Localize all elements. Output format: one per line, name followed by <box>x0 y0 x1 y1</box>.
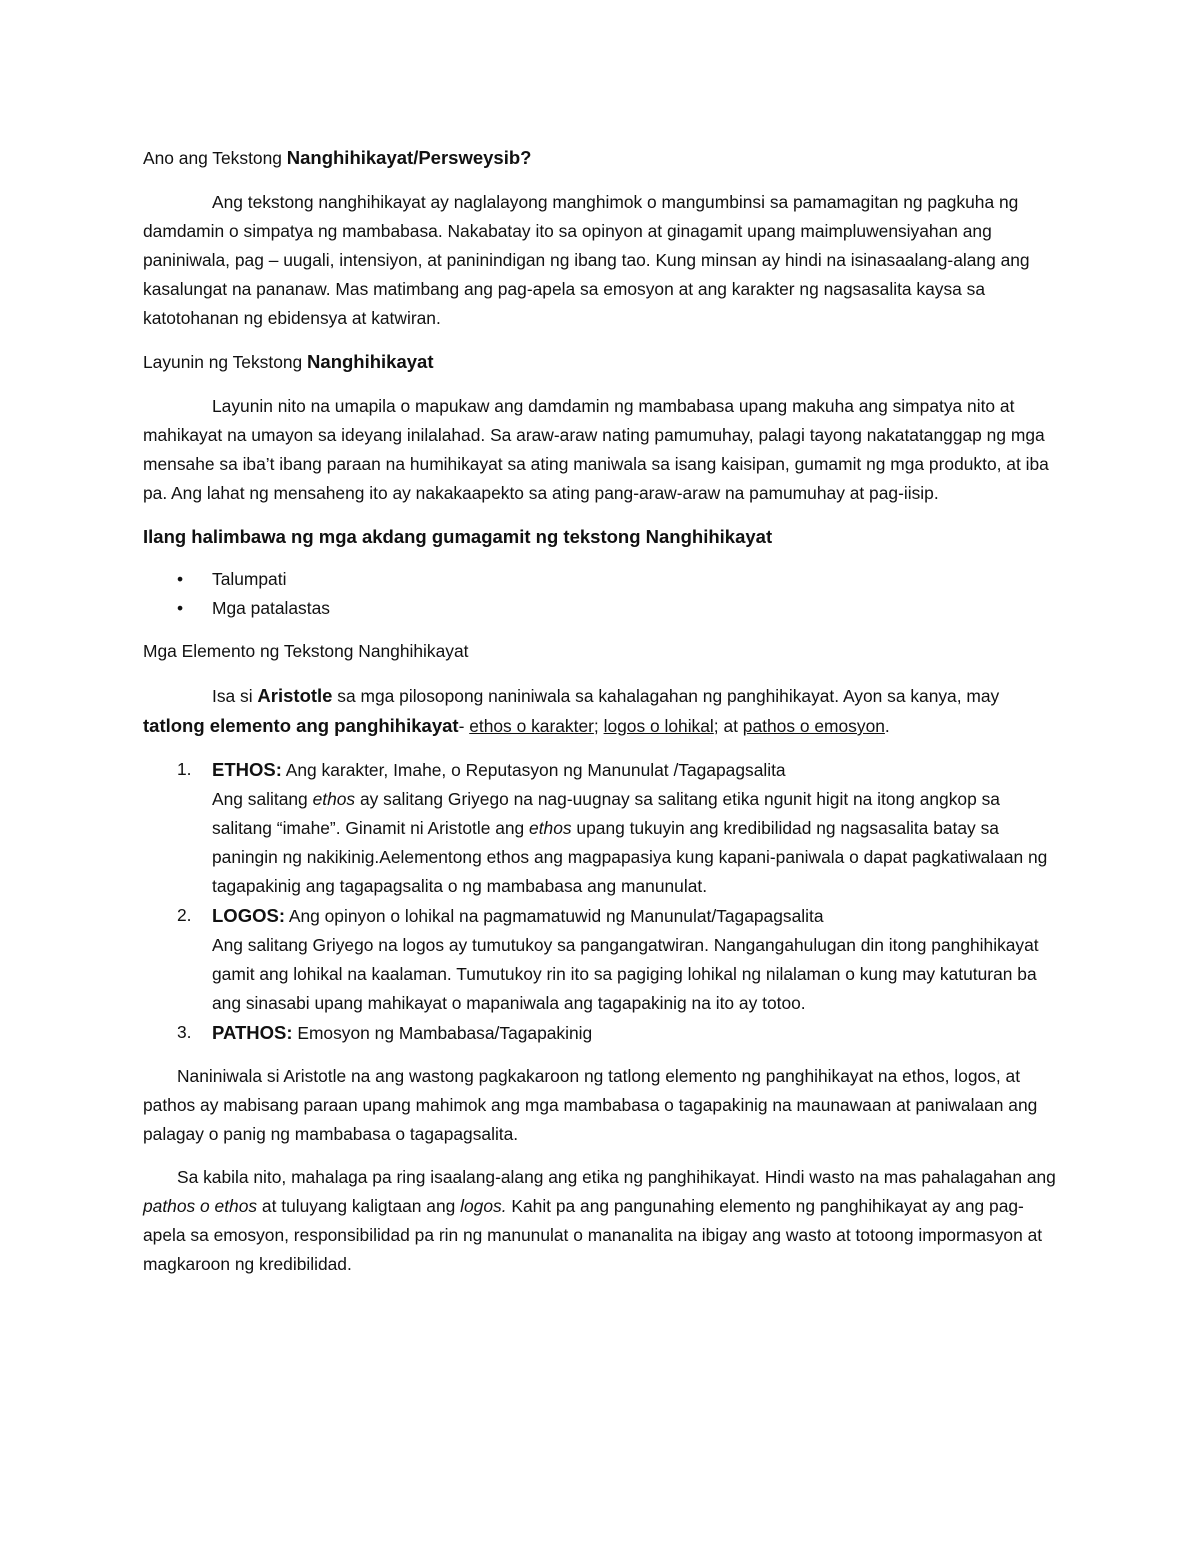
closing-paragraph-1: Naniniwala si Aristotle na ang wastong pagkakaroon ng tatlong elemento ng panghihikayat na ethos, logos, at pathos ay mabisang paraan upang mahimok ang mga mambabasa o tagapakinig na maunawaan at paniwalaan ang palagay o panig ng mambabasa o tagapagsalita. <box>143 1066 1038 1144</box>
title-heading <box>143 143 1061 173</box>
title-bold: Nanghihikayat/Persweysib? <box>286 147 532 168</box>
logos-description: Ang salitang Griyego na logos ay tumutukoy sa pangangatwiran. Nangangahulugan din itong panghihikayat gamit ang lohikal na kaalaman. Tumutukoy rin ito sa pagiging lohikal ng nilalaman o kung may katuturan ba ang sinasabi upang mahikayat o mapaniwala ang tagapakinig na ito ay totoo. <box>212 935 1039 1013</box>
list-item-text: Talumpati <box>212 569 287 589</box>
layunin-bold: Nanghihikayat <box>307 351 434 372</box>
layunin-prefix: Layunin ng Tekstong <box>143 352 308 372</box>
logos-title <box>212 901 1061 931</box>
element-subtitle: Ang opinyon o lohikal na pagmamatuwid ng Manunulat/Tagapagsalita <box>284 906 824 926</box>
list-item-logos <box>143 901 1061 1018</box>
sentence-end: . <box>884 716 890 736</box>
ethos-desc-2: ay salitang Griyego na nag-uugnay sa salitang etika ngunit higit na itong angkop sa salitang “imahe”. Ginamit ni Aristotle ang <box>212 789 1000 838</box>
closing-italic-a: pathos o ethos <box>143 1196 258 1216</box>
aristotle-text-1: Isa si <box>212 686 258 706</box>
closing-text-a: Sa kabila nito, mahalaga pa ring isaalang-alang ang etika ng panghihikayat. Hindi wasto na mas pahalagahan ang <box>177 1167 1056 1187</box>
element-colon: : <box>275 759 282 780</box>
examples-list <box>143 565 1061 623</box>
element-name: LOGOS <box>212 905 279 926</box>
aristotle-name: Aristotle <box>257 685 333 706</box>
aristotle-paragraph <box>143 681 1061 741</box>
list-number: 3. <box>177 1022 192 1042</box>
ethos-title <box>212 755 1061 785</box>
layunin-paragraph: Layunin nito na umapila o mapukaw ang damdamin ng mambabasa upang makuha ang simpatya nito at mahikayat na umayon sa ideyang inilalahad. Sa araw-araw nating pamumuhay, palagi tayong nakatatanggap ng mga mensahe sa iba’t ibang paraan na humihikayat sa ating maniwala sa isang kaisipan, gumamit ng mga produkto, at iba pa. Ang lahat ng mensaheng ito ay nakakaapekto sa ating pang-araw-araw na pamumuhay at pag-iisip. <box>143 396 1049 503</box>
list-item-text: Mga patalastas <box>212 598 330 618</box>
logos-term: logos o lohikal <box>603 716 714 736</box>
examples-heading: Ilang halimbawa ng mga akdang gumagamit ng tekstong Nanghihikayat <box>143 526 773 547</box>
closing-text-b: at tuluyang kaligtaan ang <box>257 1196 461 1216</box>
separator-2: ; at <box>713 716 743 736</box>
element-subtitle: Ang karakter, Imahe, o Reputasyon ng Manunulat /Tagapagsalita <box>281 760 786 780</box>
element-colon: : <box>278 905 285 926</box>
closing-text-c: Kahit pa ang pangunahing elemento ng panghihikayat ay ang pag-apela sa emosyon, responsibilidad pa rin ng manunulat o mananalita na ibigay ang wasto at totoong impormasyon at magkaroon ng kredibilidad. <box>143 1196 1043 1274</box>
bullet-icon: • <box>177 598 184 618</box>
aristotle-text-2: sa mga pilosopong naniniwala sa kahalagahan ng panghihikayat. Ayon sa kanya, may <box>332 686 1000 706</box>
closing-paragraph-2 <box>143 1163 1061 1279</box>
list-item-pathos <box>143 1018 1061 1048</box>
list-number: 2. <box>177 905 192 925</box>
element-name: PATHOS <box>212 1022 287 1043</box>
element-name: ETHOS <box>212 759 276 780</box>
pathos-term: pathos o emosyon <box>742 716 885 736</box>
list-number: 1. <box>177 759 192 779</box>
element-subtitle: Emosyon ng Mambabasa/Tagapakinig <box>292 1023 593 1043</box>
pathos-title <box>212 1018 1061 1048</box>
elements-list <box>143 755 1061 1048</box>
elements-heading: Mga Elemento ng Tekstong Nanghihikayat <box>143 641 469 661</box>
ethos-desc-1: Ang salitang <box>212 789 313 809</box>
ethos-description <box>212 785 1061 901</box>
list-item-ethos <box>143 755 1061 901</box>
ethos-term: ethos o karakter <box>469 716 594 736</box>
bullet-icon: • <box>177 569 184 589</box>
list-item <box>143 594 1061 623</box>
intro-paragraph: Ang tekstong nanghihikayat ay naglalayong manghimok o mangumbinsi sa pamamagitan ng pagkuha ng damdamin o simpatya ng mambabasa. Nakabatay ito sa opinyon at ginagamit upang maimpluwensiyahan ang paniniwala, pag – uugali, intensiyon, at paninindigan ng ibang tao. Kung minsan ay hindi na isinasaalang-alang ang kasalungat na pananaw. Mas matimbang ang pag-apela sa emosyon at ang karakter ng nagsasalita kaysa sa katotohanan ng ebidensya at katwiran. <box>143 192 1030 328</box>
title-prefix: Ano ang Tekstong <box>143 148 287 168</box>
list-item <box>143 565 1061 594</box>
element-colon: : <box>286 1022 293 1043</box>
ethos-italic-1: ethos <box>312 789 356 809</box>
three-elements-phrase: tatlong elemento ang panghihikayat <box>143 715 459 736</box>
layunin-heading <box>143 347 1061 377</box>
closing-italic-b: logos. <box>460 1196 507 1216</box>
separator-1: ; <box>593 716 604 736</box>
ethos-italic-2: ethos <box>529 818 572 838</box>
document-body <box>143 143 1061 1293</box>
aristotle-text-3: - <box>458 716 470 736</box>
ethos-desc-3: upang tukuyin ang kredibilidad ng nagsasalita batay sa paningin ng nakikinig.Aelementong ethos ang magpapasiya kung kapani-paniwala o dapat pagkatiwalaan ng tagapakinig ang tagapagsalita o ng mambabasa ang manunulat. <box>212 818 1048 896</box>
